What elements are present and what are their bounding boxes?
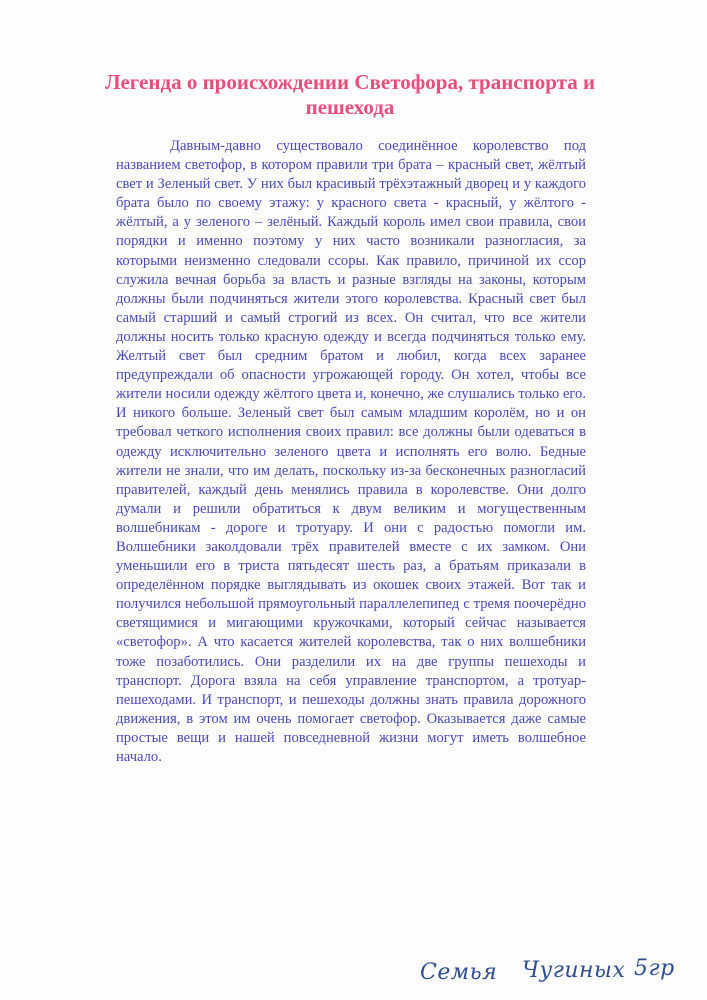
signature-word-surname: Чугиных — [522, 958, 626, 983]
document-title: Легенда о происхождении Светофора, транспорта и пешехода — [104, 70, 596, 119]
document-body: Давным-давно существовало соединённое королевство под названием светофор, в котором правили три брата – красный свет, жёлтый свет и Зеленый свет. У них был красивый трёхэтажный дворец и у каждого брата было по своему этажу: у красного света - красный, у жёлтого - жёлтый, а у зеленого – зелёный. Каждый король имел свои правила, свои порядки и именно поэтому у них часто возникали разногласия, за которыми неизменно следовали ссоры. Как правило, причиной их ссор служила вечная борьба за власть и разные взгляды на законы, которым должны были подчиняться жители этого королевства. Красный свет был самый старший и самый строгий из всех. Он считал, что все жители должны носить только красную одежду и всегда подчиняться только ему. Желтый свет был средним братом и любил, когда всех заранее предупреждали об опасности угрожающей городу. Он хотел, чтобы все жители носили одежду жёлтого цвета и, конечно, же слушались только его. И никого больше. Зеленый свет был самым младшим королём, но и он требовал четкого исполнения своих правил: все должны были одеваться в одежду исключительно зеленого цвета и исполнять его волю. Бедные жители не знали, что им делать, поскольку из-за бесконечных разногласий правителей, каждый день менялись правила в королевстве. Они долго думали и решили обратиться к двум великим и могущественным волшебникам - дороге и тротуару. И они с радостью помогли им. Волшебники заколдовали трёх правителей вместе с их замком. Они уменьшили его в триста пятьдесят шесть раз, а братьям приказали в определённом порядке выглядывать из окошек своих этажей. Вот так и получился небольшой прямоугольный параллелепипед с тремя поочерёдно светящимися и мигающими кружочками, который сейчас называется «светофор». А что касается жителей королевства, так о них волшебники тоже позаботились. Они разделили их на две группы пешеходы и транспорт. Дорога взяла на себя управление транспортом, а тротуар- пешеходами. И транспорт, и пешеходы должны знать правила дорожного движения, в этом им очень помогает светофор. Оказывается даже самые простые вещи и нашей повседневной жизни могут иметь волшебное начало. — [116, 138, 586, 765]
signature-word-group: 5гр — [634, 956, 675, 981]
handwritten-signature — [420, 958, 690, 992]
signature-word-family: Семья — [420, 960, 498, 985]
